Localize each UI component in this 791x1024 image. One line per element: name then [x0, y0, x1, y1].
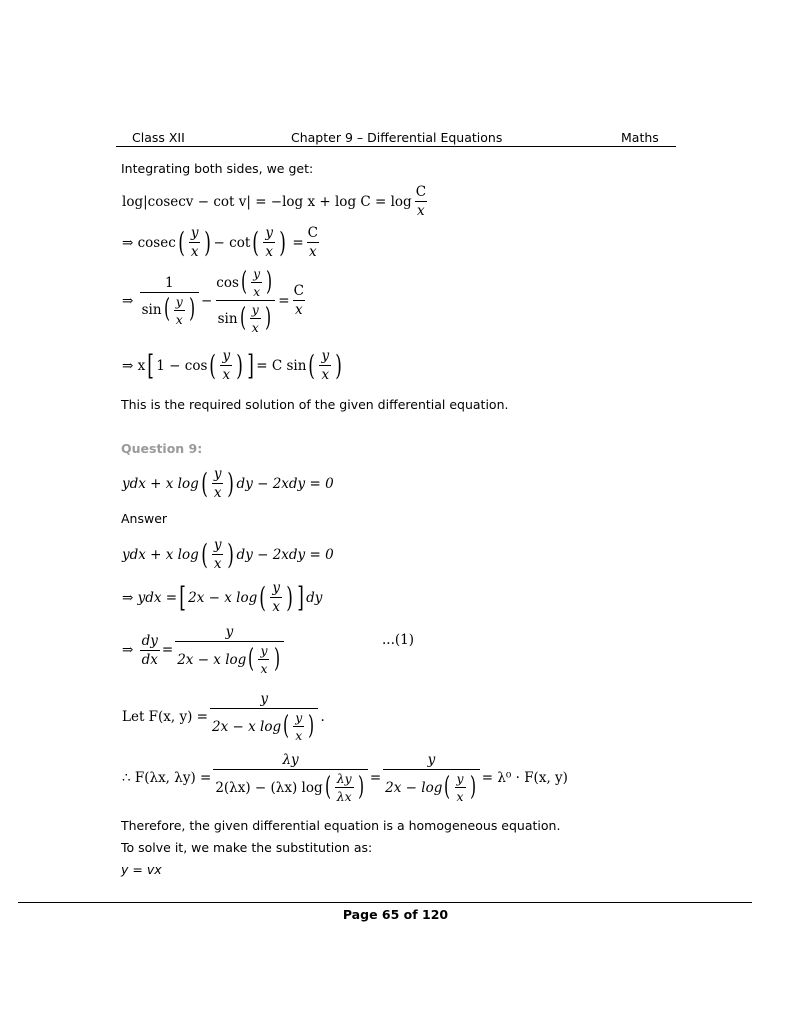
- answer-equation-4: Let F(x, y) = y 2x − x log ( $\frac{y}{x}$ ) .: [122, 691, 325, 743]
- solve-text: To solve it, we make the substitution as:: [121, 840, 373, 855]
- homogeneous-text: Therefore, the given differential equation is a homogeneous equation.: [121, 818, 561, 833]
- answer-equation-5: ∴ F(λx, λy) = λy 2(λx) − (λx) log ( $\frac{\lambda y}{\lambda x}$ ) = y 2x − log ( $\frac{y}{x}$ ) = λ⁰ · F(x, y): [122, 752, 568, 804]
- equation-3: ⇒ 1 sin ( $\frac{y}{x}$ ) − cos ( $\frac{y}{x}$ ) sin ( $\frac{y}{x}$ ) = $\frac{C}{x}$: [122, 266, 304, 335]
- conclusion-text: This is the required solution of the given differential equation.: [121, 397, 509, 412]
- header-chapter: Chapter 9 – Differential Equations: [291, 130, 503, 145]
- intro-text: Integrating both sides, we get:: [121, 161, 314, 176]
- header-subject: Maths: [621, 130, 659, 145]
- header-class: Class XII: [132, 130, 185, 145]
- answer-label: Answer: [121, 511, 168, 526]
- equation-1: log|cosecv − cot v| = −log x + log C = log $\frac{C}{x}$: [122, 184, 427, 219]
- answer-equation-1: ydx + x log ( $\frac{y}{x}$ ) dy − 2xdy = 0: [122, 537, 334, 572]
- equation-reference: ...(1): [382, 632, 414, 648]
- footer-rule: [18, 902, 752, 903]
- equation-2: ⇒ cosec ( $\frac{y}{x}$ ) − cot ( $\frac{y}{x}$ ) = $\frac{C}{x}$: [122, 225, 318, 260]
- answer-equation-2: ⇒ ydx = [ 2x − x log ( $\frac{y}{x}$ ) ] dy: [122, 580, 323, 615]
- page-number: Page 65 of 120: [342, 907, 449, 922]
- header-rule: [116, 146, 676, 147]
- question-label: Question 9:: [121, 441, 203, 456]
- answer-equation-3: ⇒ $\frac{dy}{dx}$ = y 2x − x log ( $\frac{y}{x}$ ): [122, 624, 286, 676]
- substitution-text: y = vx: [121, 862, 162, 877]
- equation-4: ⇒ x [ 1 − cos ( $\frac{y}{x}$ ) ] = C sin ( $\frac{y}{x}$ ): [122, 348, 342, 383]
- question-equation: ydx + x log ( $\frac{y}{x}$ ) dy − 2xdy = 0: [122, 466, 334, 501]
